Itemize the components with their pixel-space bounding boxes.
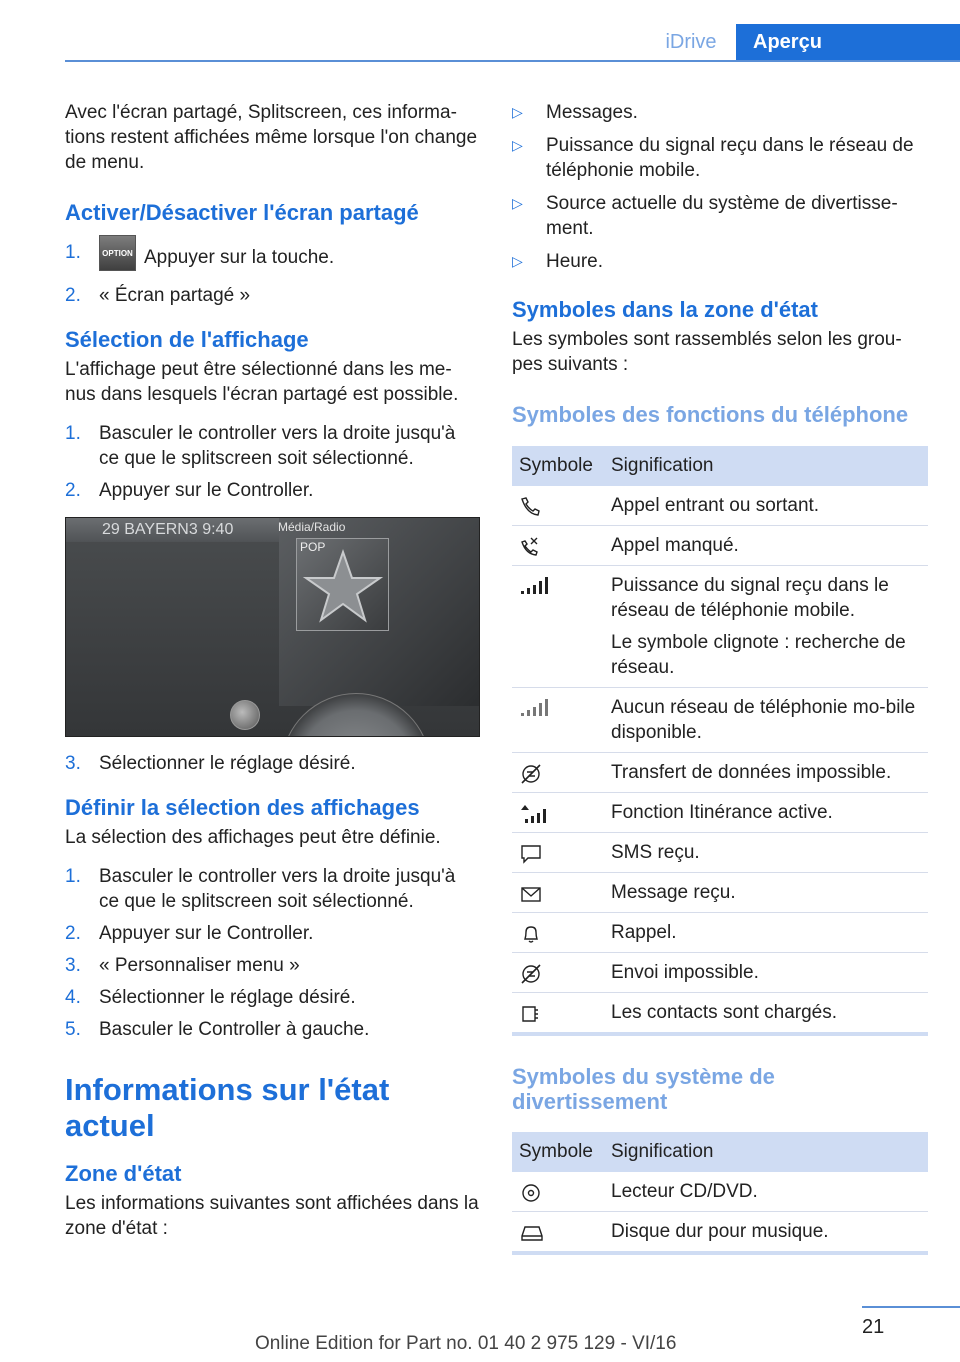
data-transfer-impossible-icon xyxy=(512,753,604,793)
step-text: Basculer le controller vers la droite jusqu'à ce que le splitscreen soit sélectionné. xyxy=(99,423,456,469)
list-item xyxy=(512,133,928,183)
splitscreen-photo xyxy=(65,517,480,737)
selection-step-3 xyxy=(65,751,480,776)
header-chapter-apercu: Aperçu xyxy=(736,24,960,61)
screen-card-label: POP xyxy=(300,540,326,554)
table-row xyxy=(512,1172,928,1212)
signal-strength-icon xyxy=(512,566,604,688)
row-text-main: Puissance du signal reçu dans le réseau de téléphonie mobile. xyxy=(611,575,889,621)
step-number: 3. xyxy=(65,955,81,976)
bullet-text: Puissance du signal reçu dans le réseau de téléphonie mobile. xyxy=(546,135,914,181)
row-text: Rappel. xyxy=(604,913,928,953)
table-header-row xyxy=(512,446,928,486)
step-text: Basculer le controller vers la droite jusqu'à ce que le splitscreen soit sélectionné. xyxy=(99,866,456,912)
step-number: 1. xyxy=(65,242,81,263)
heading-define-selection: Définir la sélection des affichages xyxy=(65,795,420,820)
bullet-text: Source actuelle du système de divertisse-ment. xyxy=(546,193,898,239)
step-text: Appuyer sur le Controller. xyxy=(99,480,314,501)
row-text: Disque dur pour musique. xyxy=(604,1212,928,1254)
step-text xyxy=(99,240,480,276)
step-text: « Personnaliser menu » xyxy=(99,955,300,976)
list-item xyxy=(65,240,480,276)
step-text: « Écran partagé » xyxy=(99,285,251,306)
column-header-meaning: Signification xyxy=(604,446,928,486)
row-text: Envoi impossible. xyxy=(604,953,928,993)
footer-divider xyxy=(862,1306,960,1308)
selection-paragraph: L'affichage peut être sélectionné dans les me-nus dans lesquels l'écran partagé est possible. xyxy=(65,359,459,405)
table-row xyxy=(512,793,928,833)
screen-knob xyxy=(230,700,260,730)
list-item xyxy=(512,191,928,241)
hard-disk-icon xyxy=(512,1212,604,1254)
table-row xyxy=(512,833,928,873)
step-number: 2. xyxy=(65,923,81,944)
table-row xyxy=(512,993,928,1035)
step-text: Sélectionner le réglage désiré. xyxy=(99,753,356,774)
step-number: 2. xyxy=(65,480,81,501)
row-text: Appel manqué. xyxy=(604,526,928,566)
row-text: Lecteur CD/DVD. xyxy=(604,1172,928,1212)
table-row xyxy=(512,688,928,753)
bullet-triangle-icon: ▷ xyxy=(512,137,523,153)
send-impossible-icon xyxy=(512,953,604,993)
step-number: 5. xyxy=(65,1019,81,1040)
cd-dvd-icon xyxy=(512,1172,604,1212)
table-row xyxy=(512,526,928,566)
list-item xyxy=(65,921,480,946)
selection-steps xyxy=(65,421,480,503)
phone-symbols-table xyxy=(512,446,928,1036)
row-text: Message reçu. xyxy=(604,873,928,913)
list-item xyxy=(65,953,480,978)
table-row xyxy=(512,873,928,913)
sms-icon xyxy=(512,833,604,873)
row-text: Aucun réseau de téléphonie mo-bile disponible. xyxy=(604,688,928,753)
list-item xyxy=(65,283,480,308)
list-item xyxy=(65,478,480,503)
table-row xyxy=(512,486,928,526)
step-text: Appuyer sur le Controller. xyxy=(99,923,314,944)
bullet-triangle-icon: ▷ xyxy=(512,195,523,211)
column-header-meaning: Signification xyxy=(604,1132,928,1172)
header-divider xyxy=(65,60,960,62)
step-text: Basculer le Controller à gauche. xyxy=(99,1019,370,1040)
symbols-paragraph: Les symboles sont rassemblés selon les grou-pes suivants : xyxy=(512,329,902,375)
define-paragraph: La sélection des affichages peut être définie. xyxy=(65,827,441,848)
heading-status-symbols: Symboles dans la zone d'état xyxy=(512,297,818,322)
step-number: 2. xyxy=(65,285,81,306)
list-item xyxy=(65,864,480,914)
intro-paragraph: Avec l'écran partagé, Splitscreen, ces informa-tions restent affichées même lorsque l'on change de menu. xyxy=(65,102,478,173)
list-item xyxy=(65,1017,480,1042)
heading-display-selection: Sélection de l'affichage xyxy=(65,327,309,352)
reminder-bell-icon xyxy=(512,913,604,953)
row-text: Fonction Itinérance active. xyxy=(604,793,928,833)
table-header-row xyxy=(512,1132,928,1172)
bullet-text: Heure. xyxy=(546,251,604,272)
option-button-icon: OPTION xyxy=(99,235,136,271)
activate-steps xyxy=(65,240,480,308)
step-number: 3. xyxy=(65,753,81,774)
list-item xyxy=(65,751,480,776)
no-network-icon xyxy=(512,688,604,753)
table-row xyxy=(512,953,928,993)
page-number: 21 xyxy=(862,1316,885,1338)
table-row xyxy=(512,753,928,793)
list-item xyxy=(512,100,928,125)
column-header-symbol: Symbole xyxy=(512,1132,604,1172)
row-text: SMS reçu. xyxy=(604,833,928,873)
row-text: Appel entrant ou sortant. xyxy=(604,486,928,526)
phone-call-icon xyxy=(512,486,604,526)
heading-status-zone: Zone d'état xyxy=(65,1161,182,1186)
status-info-list xyxy=(512,100,928,274)
bullet-triangle-icon: ▷ xyxy=(512,253,523,269)
step-number: 1. xyxy=(65,866,81,887)
roaming-icon xyxy=(512,793,604,833)
edition-line: Online Edition for Part no. 01 40 2 975 129 - VI/16 xyxy=(255,1333,677,1354)
row-text xyxy=(604,566,928,688)
row-text: Les contacts sont chargés. xyxy=(604,993,928,1035)
row-text: Transfert de données impossible. xyxy=(604,753,928,793)
step-number: 4. xyxy=(65,987,81,1008)
right-column xyxy=(512,100,928,1255)
define-steps xyxy=(65,864,480,1042)
status-zone-paragraph: Les informations suivantes sont affichées dans la zone d'état : xyxy=(65,1193,479,1239)
entertainment-symbols-table xyxy=(512,1132,928,1255)
screen-media-label: Média/Radio xyxy=(278,520,346,534)
screen-status-text: 29 BAYERN3 9:40 xyxy=(102,521,234,538)
list-item xyxy=(65,985,480,1010)
table-row xyxy=(512,1212,928,1254)
header-section-idrive: iDrive xyxy=(665,31,717,53)
heading-phone-symbols: Symboles des fonctions du téléphone xyxy=(512,402,909,427)
column-header-symbol: Symbole xyxy=(512,446,604,486)
step-text: Sélectionner le réglage désiré. xyxy=(99,987,356,1008)
step-number: 1. xyxy=(65,423,81,444)
list-item xyxy=(65,421,480,471)
table-row xyxy=(512,566,928,688)
contacts-loaded-icon xyxy=(512,993,604,1035)
row-text-sub: Le symbole clignote : recherche de réseau. xyxy=(611,632,906,678)
bullet-text: Messages. xyxy=(546,102,638,123)
step-text-label: Appuyer sur la touche. xyxy=(144,247,335,269)
missed-call-icon xyxy=(512,526,604,566)
heading-entertainment-symbols: Symboles du système de divertissement xyxy=(512,1064,775,1114)
heading-activate-splitscreen: Activer/Désactiver l'écran partagé xyxy=(65,200,419,225)
left-column xyxy=(65,100,480,1241)
star-icon xyxy=(298,540,388,630)
message-envelope-icon xyxy=(512,873,604,913)
list-item xyxy=(512,249,928,274)
bullet-triangle-icon: ▷ xyxy=(512,104,523,120)
table-row xyxy=(512,913,928,953)
heading-current-status-info: Informations sur l'état actuel xyxy=(65,1072,390,1143)
